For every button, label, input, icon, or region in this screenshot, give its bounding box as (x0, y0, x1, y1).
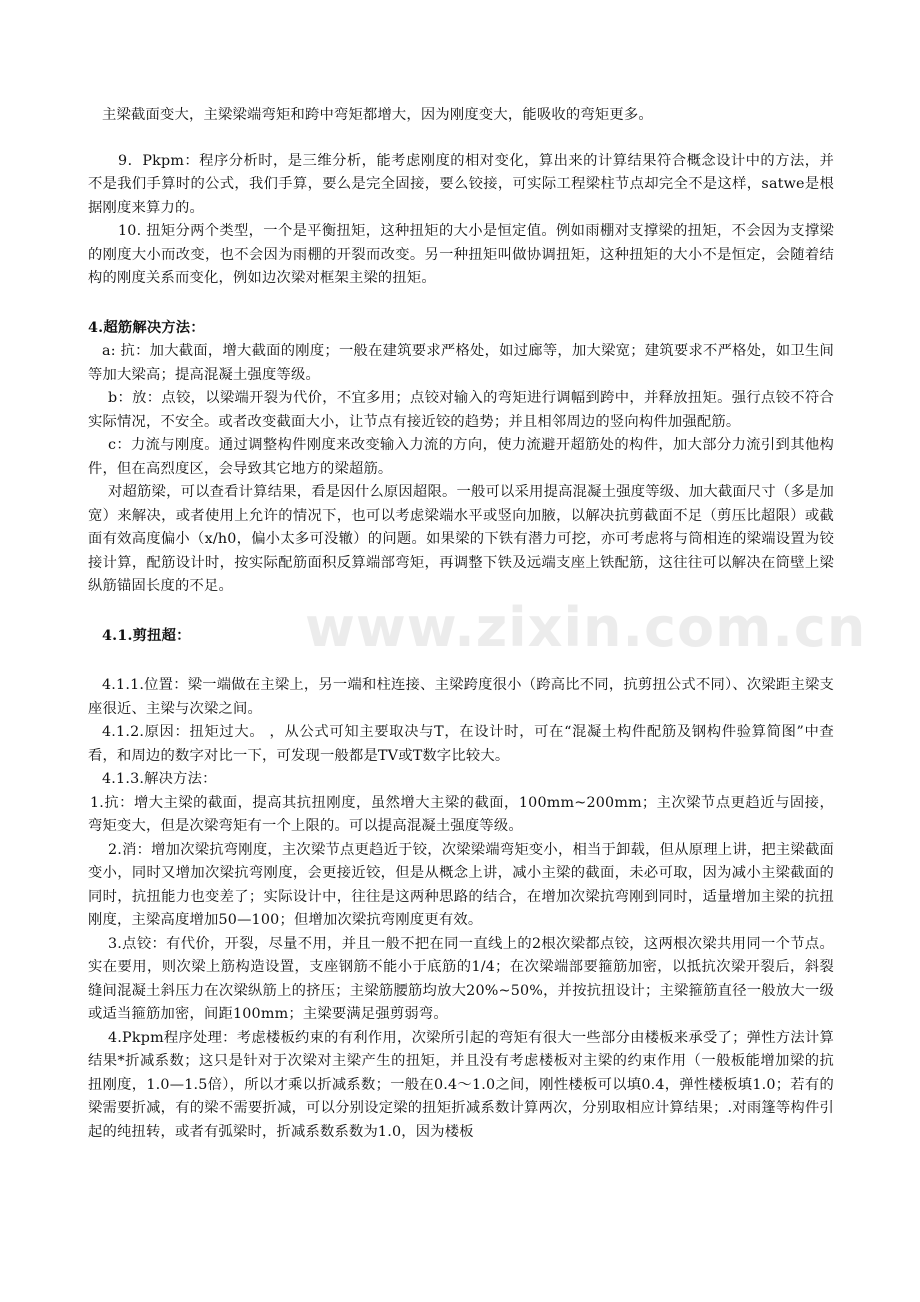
paragraph-solution-3: 3.点铰：有代价，开裂，尽量不用，并且一般不把在同一直线上的2根次梁都点铰，这两根次梁共用同一个节点。实在要用，则次梁上筋构造设置，支座钢筋不能小于底筋的1/4；在次梁端部要箍筋加密，以抵抗次梁开裂后，斜裂缝间混凝土斜压力在次梁纵筋上的挤压；主梁筋腰筋均放大20%~50%，并按抗扭设计；主梁箍筋直径一般放大一级或适当箍筋加密，间距100mm；主梁要满足强剪弱弯。 (88, 935, 834, 1022)
paragraph-p3: 10. 扭矩分两个类型，一个是平衡扭矩，这种扭矩的大小是恒定值。例如雨棚对支撑梁的扭矩，不会因为支撑梁的刚度大小而改变，也不会因为雨棚的开裂而改变。另一种扭矩叫做协调扭矩，这种扭矩的大小不是恒定，会随着结构的刚度关系而变化，例如边次梁对框架主梁的扭矩。 (88, 223, 834, 286)
paragraph-4-1-3-solution: 4.1.3.解决方法： (102, 771, 217, 787)
paragraph-solution-1: 1.抗：增大主梁的截面，提高其抗扭刚度，虽然增大主梁的截面，100mm~200mm；主次梁节点更趋近与固接，弯矩变大，但是次梁弯矩有一个上限的。可以提高混凝土强度等级。 (88, 794, 834, 834)
paragraph-b-release: b：放：点铰，以梁端开裂为代价，不宜多用；点铰对输入的弯矩进行调幅到跨中，并释放扭矩。强行点铰不符合实际情况，不安全。或者改变截面大小，让节点有接近铰的趋势；并且相邻周边的竖向构件加强配筋。 (88, 390, 834, 430)
section-heading-4: 4.超筋解决方法： (88, 319, 205, 336)
section-heading-4-1: 4.1.剪扭超： (102, 627, 191, 644)
paragraph-4-1-1-location: 4.1.1.位置：梁一端做在主梁上，另一端和柱连接、主梁跨度很小（跨高比不同，抗剪扭公式不同）、次梁距主梁支座很近、主梁与次梁之间。 (88, 677, 834, 717)
document-body (88, 104, 834, 1144)
paragraph-over-reinforced-beam: 对超筋梁，可以查看计算结果，看是因什么原因超限。一般可以采用提高混凝土强度等级、加大截面尺寸（多是加宽）来解决，或者使用上允许的情况下，也可以考虑梁端水平或竖向加腋，以解决抗剪截面不足（剪压比超限）或截面有效高度偏小（x/h0，偏小太多可没辙）的问题。如果梁的下铁有潜力可挖，亦可考虑将与筒相连的梁端设置为铰接计算，配筋设计时，按实际配筋面积反算端部弯矩，再调整下铁及远端支座上铁配筋，这往往可以解决在筒壁上梁纵筋锚固长度的不足。 (88, 484, 834, 594)
paragraph-p1: 主梁截面变大，主梁梁端弯矩和跨中弯矩都增大，因为刚度变大，能吸收的弯矩更多。 (102, 107, 653, 123)
paragraph-c-force-flow: c：力流与刚度。通过调整构件刚度来改变输入力流的方向，使力流避开超筋处的构件，加大部分力流引到其他构件，但在高烈度区，会导致其它地方的梁超筋。 (88, 437, 834, 477)
paragraph-p2: 9．Pkpm：程序分析时，是三维分析，能考虑刚度的相对变化，算出来的计算结果符合概念设计中的方法，并不是我们手算时的公式，我们手算，要么是完全固接，要么铰接，可实际工程梁柱节点却完全不是这样，satwe是根据刚度来算力的。 (88, 152, 834, 216)
paragraph-4-1-2-reason: 4.1.2.原因：扭矩过大。 ，从公式可知主要取决与T，在设计时，可在“混凝土构件配筋及钢构件验算简图”中查看，和周边的数字对比一下，可发现一般都是TV或T数字比较大。 (88, 724, 834, 764)
paragraph-a-resist: a: 抗：加大截面，增大截面的刚度；一般在建筑要求严格处，如过廊等，加大梁宽；建筑要求不严格处，如卫生间等加大梁高；提高混凝土强度等级。 (88, 343, 834, 383)
paragraph-solution-4: 4.Pkpm程序处理：考虑楼板约束的有利作用，次梁所引起的弯矩有很大一些部分由楼板来承受了；弹性方法计算结果*折减系数；这只是针对于次梁对主梁产生的扭矩，并且没有考虑楼板对主梁的约束作用（一般板能增加梁的抗扭刚度，1.0—1.5倍），所以才乘以折减系数；一般在0.4～1.0之间，刚性楼板可以填0.4，弹性楼板填1.0；若有的梁需要折减，有的梁不需要折减，可以分别设定梁的扭矩折减系数计算两次，分别取相应计算结果；.对雨篷等构件引起的纯扭转，或者有弧梁时，折减系数系数为1.0，因为楼板 (88, 1029, 834, 1140)
watermark: www.zixin.com.cn (305, 596, 867, 659)
paragraph-solution-2: 2.消：增加次梁抗弯刚度，主次梁节点更趋近于铰，次梁梁端弯矩变小，相当于卸载，但从原理上讲，把主梁截面变小，同时又增加次梁抗弯刚度，会更接近铰，但是从概念上讲，减小主梁的截面，未必可取，因为减小主梁截面的同时，抗扭能力也变差了；实际设计中，往往是这两种思路的结合，在增加次梁抗弯刚到同时，适量增加主梁的抗扭刚度，主梁高度增加50—100；但增加次梁抗弯刚度更有效。 (88, 841, 834, 928)
